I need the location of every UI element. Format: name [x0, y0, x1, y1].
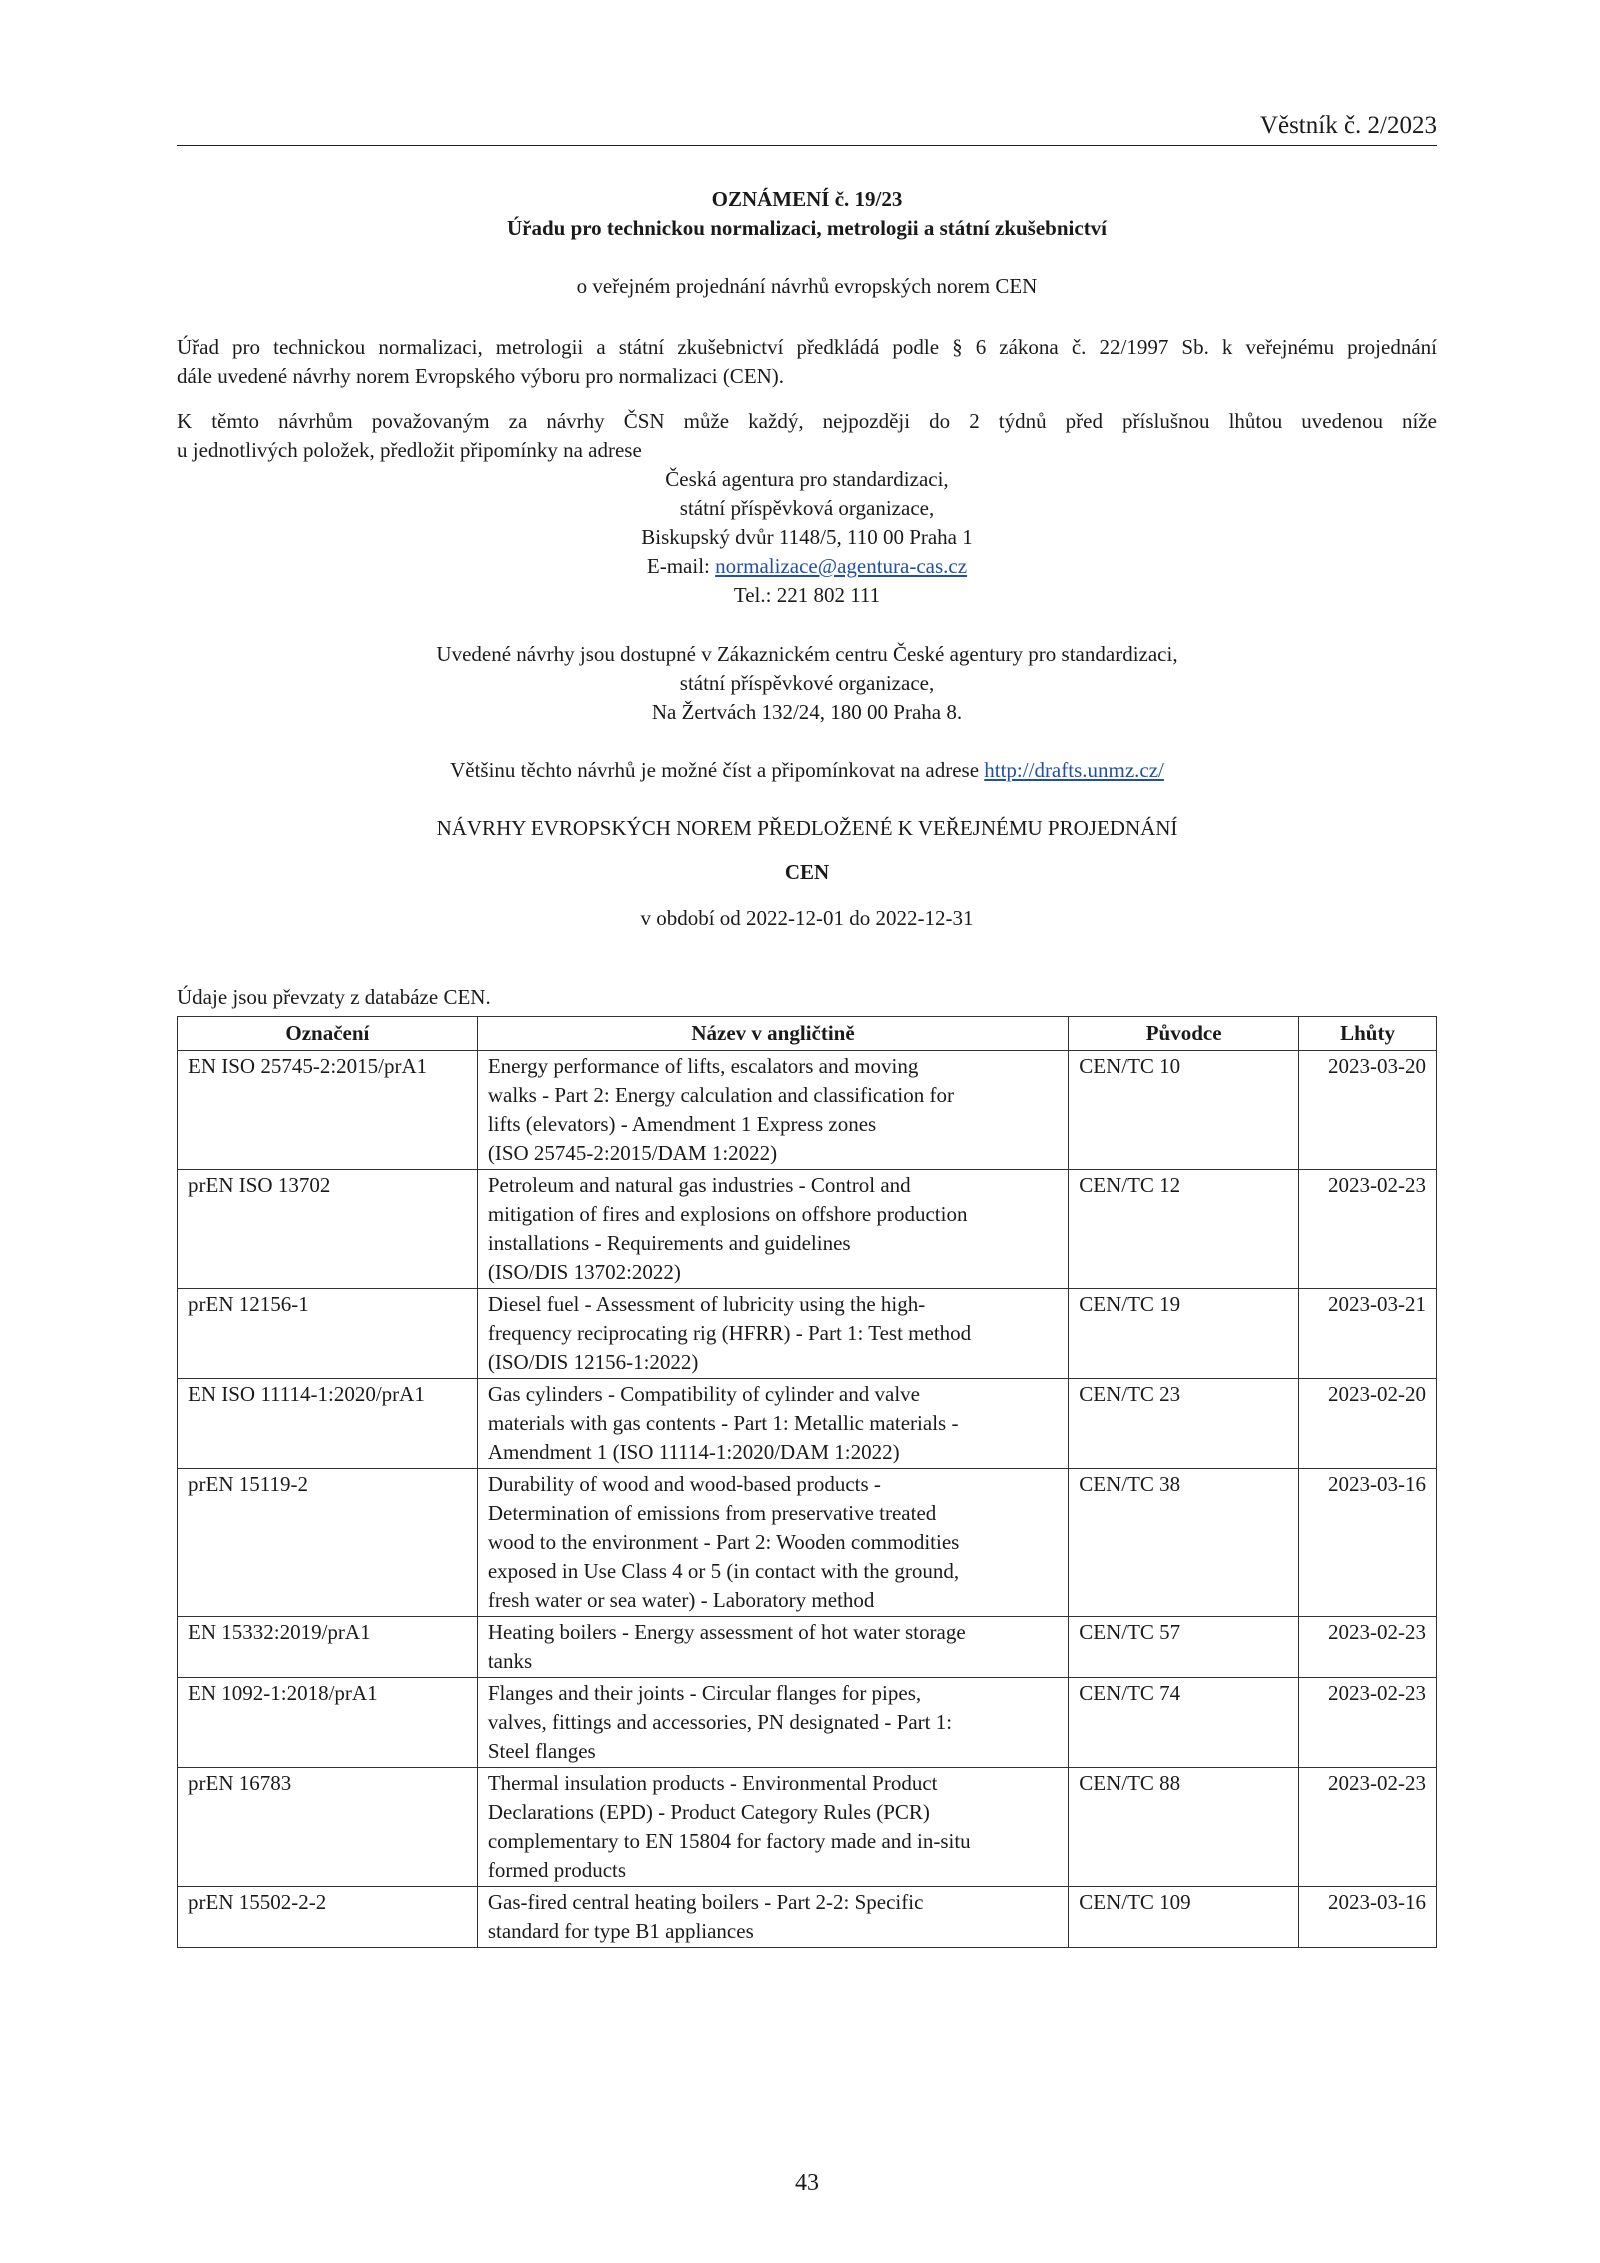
table-row: [178, 1887, 1437, 1948]
title-line: (ISO/DIS 12156-1:2022): [487, 1350, 699, 1374]
cell-designation: prEN 16783: [178, 1768, 478, 1887]
title-line: standard for type B1 appliances: [487, 1919, 754, 1943]
title-line: frequency reciprocating rig (HFRR) - Part 1: Test method: [487, 1321, 972, 1345]
title-line: Gas cylinders - Compatibility of cylinder and valve: [487, 1382, 920, 1406]
web-line: [177, 756, 1437, 785]
header-originator: Původce: [1069, 1017, 1299, 1051]
cell-designation: EN ISO 25745-2:2015/prA1: [178, 1051, 478, 1170]
table-body: [178, 1051, 1437, 1948]
title-line: exposed in Use Class 4 or 5 (in contact with the ground,: [487, 1559, 960, 1583]
drafts-link[interactable]: http://drafts.unmz.cz/: [984, 758, 1164, 782]
cell-originator: CEN/TC 10: [1069, 1051, 1299, 1170]
cell-designation: prEN ISO 13702: [178, 1170, 478, 1289]
table-row: [178, 1051, 1437, 1170]
web-text: Většinu těchto návrhů je možné číst a připomínkovat na adrese: [450, 758, 985, 782]
address-line1: Česká agentura pro standardizaci,: [665, 467, 949, 491]
page-number: 43: [795, 2170, 819, 2196]
document-page: [177, 0, 1437, 2263]
table-row: [178, 1768, 1437, 1887]
table-note: Údaje jsou převzaty z databáze CEN.: [177, 985, 491, 1009]
title-line: (ISO 25745-2:2015/DAM 1:2022): [487, 1141, 778, 1165]
header-english-title: Název v angličtině: [477, 1017, 1068, 1051]
title-line: (ISO/DIS 13702:2022): [487, 1260, 681, 1284]
title-line: materials with gas contents - Part 1: Metallic materials -: [487, 1411, 959, 1435]
title-line: fresh water or sea water) - Laboratory method: [487, 1588, 875, 1612]
table-row: [178, 1617, 1437, 1678]
section-heading: NÁVRHY EVROPSKÝCH NOREM PŘEDLOŽENÉ K VEŘEJNÉMU PROJEDNÁNÍ: [436, 816, 1178, 840]
address-line2: státní příspěvková organizace,: [679, 496, 935, 520]
cell-designation: EN 15332:2019/prA1: [178, 1617, 478, 1678]
cell-deadline: 2023-02-20: [1299, 1379, 1437, 1469]
intro-p1-line2: dále uvedené návrhy norem Evropského výboru pro normalizaci (CEN).: [177, 364, 785, 388]
title-line: complementary to EN 15804 for factory made and in-situ: [487, 1829, 971, 1853]
cell-english-title: [477, 1768, 1068, 1887]
section-period: v období od 2022-12-01 do 2022-12-31: [640, 906, 974, 930]
cell-deadline: 2023-02-23: [1299, 1678, 1437, 1768]
cell-designation: EN ISO 11114-1:2020/prA1: [178, 1379, 478, 1469]
cell-english-title: [477, 1170, 1068, 1289]
title-line: Steel flanges: [487, 1739, 596, 1763]
header-deadline: Lhůty: [1299, 1017, 1437, 1051]
title-line: wood to the environment - Part 2: Wooden commodities: [487, 1530, 960, 1554]
title-line: valves, fittings and accessories, PN designated - Part 1:: [487, 1710, 953, 1734]
cell-deadline: 2023-03-20: [1299, 1051, 1437, 1170]
title-line: lifts (elevators) - Amendment 1 Express zones: [487, 1112, 877, 1136]
cell-originator: CEN/TC 74: [1069, 1678, 1299, 1768]
title-line: Petroleum and natural gas industries - Control and: [487, 1173, 911, 1197]
availability-line3: Na Žertvách 132/24, 180 00 Praha 8.: [651, 700, 963, 724]
title-line: formed products: [487, 1858, 627, 1882]
cell-english-title: [477, 1289, 1068, 1379]
announcement-subject: o veřejném projednání návrhů evropských norem CEN: [576, 274, 1038, 298]
header-divider: [177, 145, 1437, 146]
table-row: [178, 1469, 1437, 1617]
header-designation: Označení: [178, 1017, 478, 1051]
cell-deadline: 2023-03-16: [1299, 1469, 1437, 1617]
cell-originator: CEN/TC 23: [1069, 1379, 1299, 1469]
table-header-row: [178, 1017, 1437, 1051]
title-line: Thermal insulation products - Environmental Product: [487, 1771, 938, 1795]
intro-p2-line1: K těmto návrhům považovaným za návrhy ČSN může každý, nejpozději do 2 týdnů před příslušnou lhůtou uvedenou níže: [177, 409, 1437, 433]
cell-originator: CEN/TC 109: [1069, 1887, 1299, 1948]
cell-designation: prEN 12156-1: [178, 1289, 478, 1379]
cell-originator: CEN/TC 12: [1069, 1170, 1299, 1289]
title-line: Amendment 1 (ISO 11114-1:2020/DAM 1:2022): [487, 1440, 900, 1464]
cell-designation: EN 1092-1:2018/prA1: [178, 1678, 478, 1768]
cell-designation: prEN 15119-2: [178, 1469, 478, 1617]
availability-line2: státní příspěvkové organizace,: [679, 671, 935, 695]
title-line: Durability of wood and wood-based products -: [487, 1472, 881, 1496]
cell-english-title: [477, 1678, 1068, 1768]
title-line: Diesel fuel - Assessment of lubricity using the high-: [487, 1292, 926, 1316]
cell-originator: CEN/TC 57: [1069, 1617, 1299, 1678]
cell-english-title: [477, 1887, 1068, 1948]
cell-deadline: 2023-02-23: [1299, 1170, 1437, 1289]
cell-originator: CEN/TC 88: [1069, 1768, 1299, 1887]
availability-line1: Uvedené návrhy jsou dostupné v Zákaznickém centru České agentury pro standardizaci,: [436, 642, 1178, 666]
cell-deadline: 2023-02-23: [1299, 1617, 1437, 1678]
cell-originator: CEN/TC 38: [1069, 1469, 1299, 1617]
intro-paragraph-1: [177, 333, 1437, 391]
email-link[interactable]: normalizace@agentura-cas.cz: [715, 554, 968, 578]
title-line: Flanges and their joints - Circular flanges for pipes,: [487, 1681, 922, 1705]
title-line: Declarations (EPD) - Product Category Rules (PCR): [487, 1800, 930, 1824]
title-line: Energy performance of lifts, escalators and moving: [487, 1054, 919, 1078]
title-line: Gas-fired central heating boilers - Part 2-2: Specific: [487, 1890, 924, 1914]
title-line: Heating boilers - Energy assessment of hot water storage: [487, 1620, 966, 1644]
announcement-authority: Úřadu pro technickou normalizaci, metrologii a státní zkušebnictví: [506, 216, 1108, 240]
title-line: Determination of emissions from preservative treated: [487, 1501, 937, 1525]
cell-deadline: 2023-03-16: [1299, 1887, 1437, 1948]
cell-english-title: [477, 1051, 1068, 1170]
announcement-title: OZNÁMENÍ č. 19/23: [711, 187, 903, 211]
cell-designation: prEN 15502-2-2: [178, 1887, 478, 1948]
cell-english-title: [477, 1379, 1068, 1469]
address-line3: Biskupský dvůr 1148/5, 110 00 Praha 1: [641, 525, 973, 549]
intro-paragraph-2: [177, 407, 1437, 465]
cell-originator: CEN/TC 19: [1069, 1289, 1299, 1379]
intro-p1-line1: Úřad pro technickou normalizaci, metrologii a státní zkušebnictví předkládá podle § 6 zákona č. 22/1997 Sb. k veřejnému projednání: [177, 335, 1437, 359]
section-org: CEN: [784, 860, 830, 884]
standards-table: [177, 1016, 1437, 1948]
title-line: installations - Requirements and guidelines: [487, 1231, 851, 1255]
table-row: [178, 1379, 1437, 1469]
address-phone: Tel.: 221 802 111: [733, 583, 881, 607]
title-line: mitigation of fires and explosions on offshore production: [487, 1202, 968, 1226]
title-line: tanks: [487, 1649, 533, 1673]
table-row: [178, 1289, 1437, 1379]
cell-deadline: 2023-03-21: [1299, 1289, 1437, 1379]
title-line: walks - Part 2: Energy calculation and classification for: [487, 1083, 954, 1107]
cell-english-title: [477, 1469, 1068, 1617]
table-row: [178, 1678, 1437, 1768]
cell-deadline: 2023-02-23: [1299, 1768, 1437, 1887]
bulletin-title: Věstník č. 2/2023: [1259, 112, 1437, 139]
email-label: E-mail:: [646, 554, 716, 578]
address-email-line: [177, 552, 1437, 581]
cell-english-title: [477, 1617, 1068, 1678]
intro-p2-line2: u jednotlivých položek, předložit připomínky na adrese: [177, 438, 642, 462]
table-row: [178, 1170, 1437, 1289]
